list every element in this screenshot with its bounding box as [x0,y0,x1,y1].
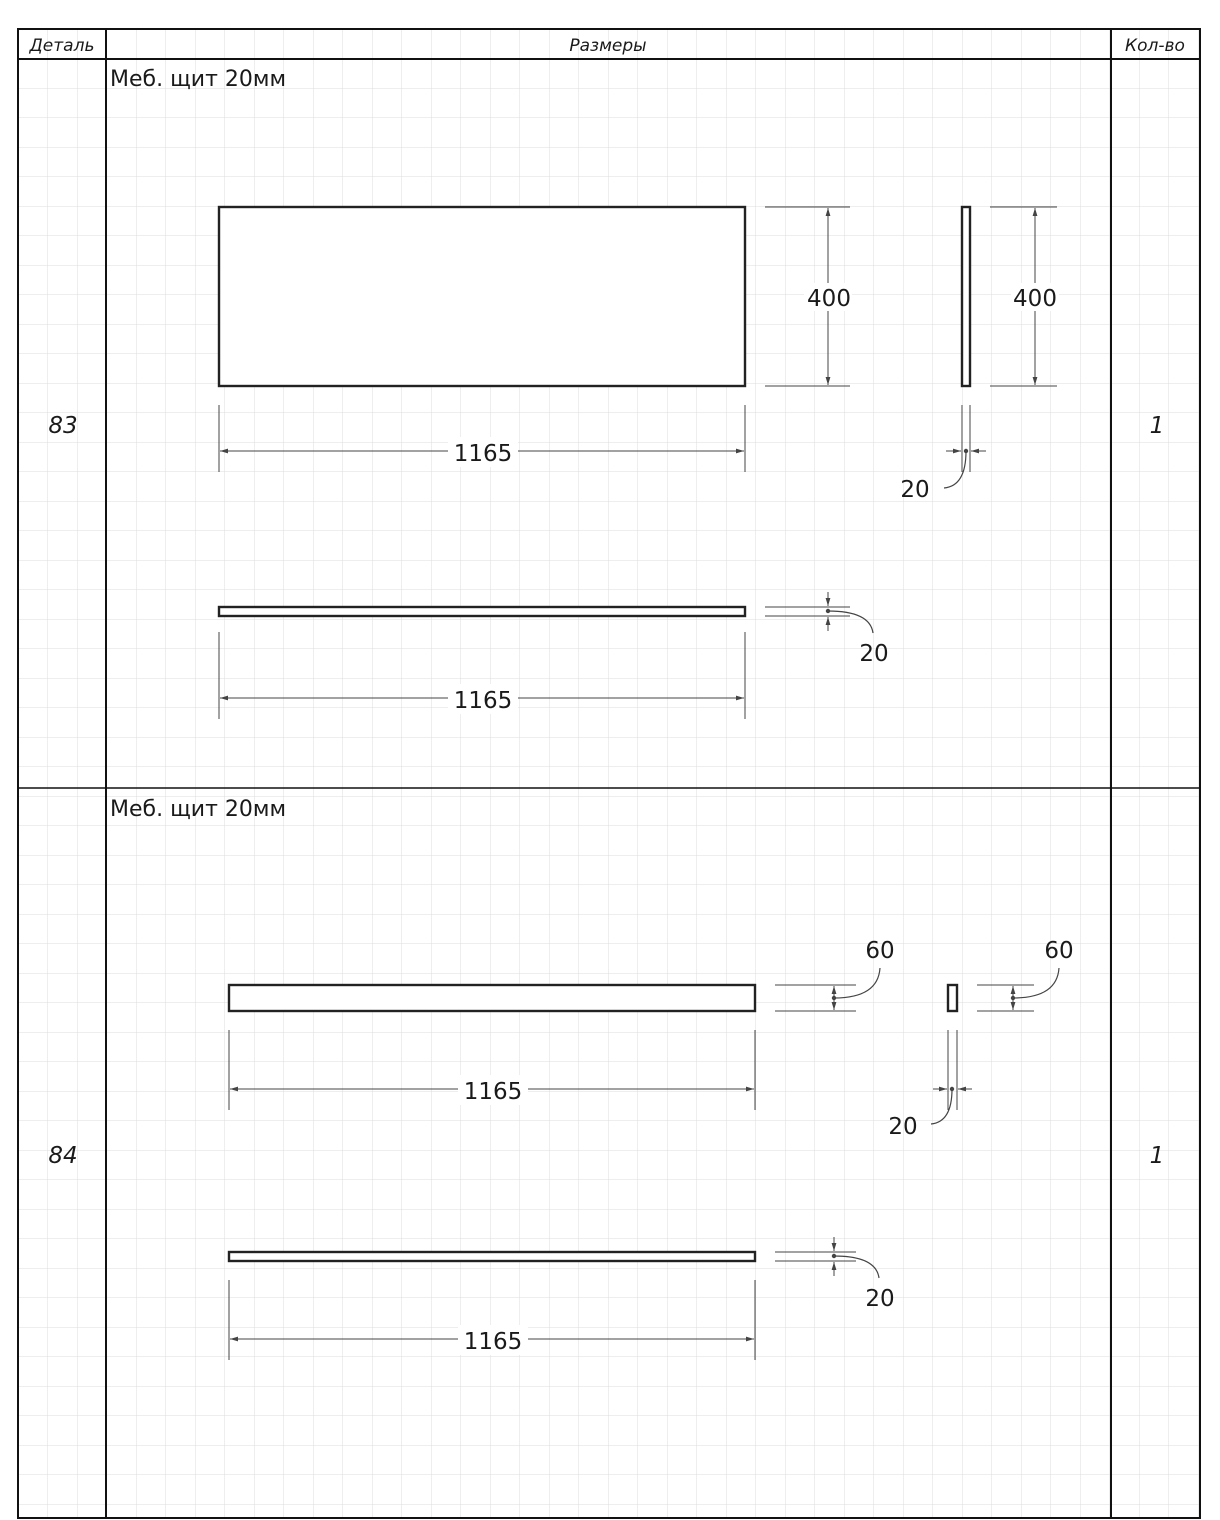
panel-side [948,985,957,1011]
panel-top [229,1252,755,1261]
header-dimensions: Размеры [569,36,647,56]
height-label: 400 [807,286,851,312]
thickness-label: 20 [888,1114,918,1140]
panel-front [229,985,755,1011]
panel-top [219,607,745,616]
panel-front [219,207,745,386]
quantity-value: 1 [1149,1143,1165,1169]
height-label: 400 [1013,286,1057,312]
height-label: 60 [1044,938,1074,964]
detail-number: 83 [48,413,78,439]
panel-side [962,207,970,386]
height-label: 60 [865,938,895,964]
material-label: Меб. щит 20мм [110,797,287,822]
thickness-label: 20 [859,641,889,667]
header-detail: Деталь [29,36,95,56]
detail-number: 84 [48,1143,78,1169]
thickness-label: 20 [865,1286,895,1312]
width-label: 1165 [463,1079,523,1105]
width-label: 1165 [453,441,513,467]
width-label: 1165 [453,688,513,714]
width-label: 1165 [463,1329,523,1355]
quantity-value: 1 [1149,413,1165,439]
header-quantity: Кол-во [1125,36,1185,56]
material-label: Меб. щит 20мм [110,67,287,92]
thickness-label: 20 [900,477,930,503]
